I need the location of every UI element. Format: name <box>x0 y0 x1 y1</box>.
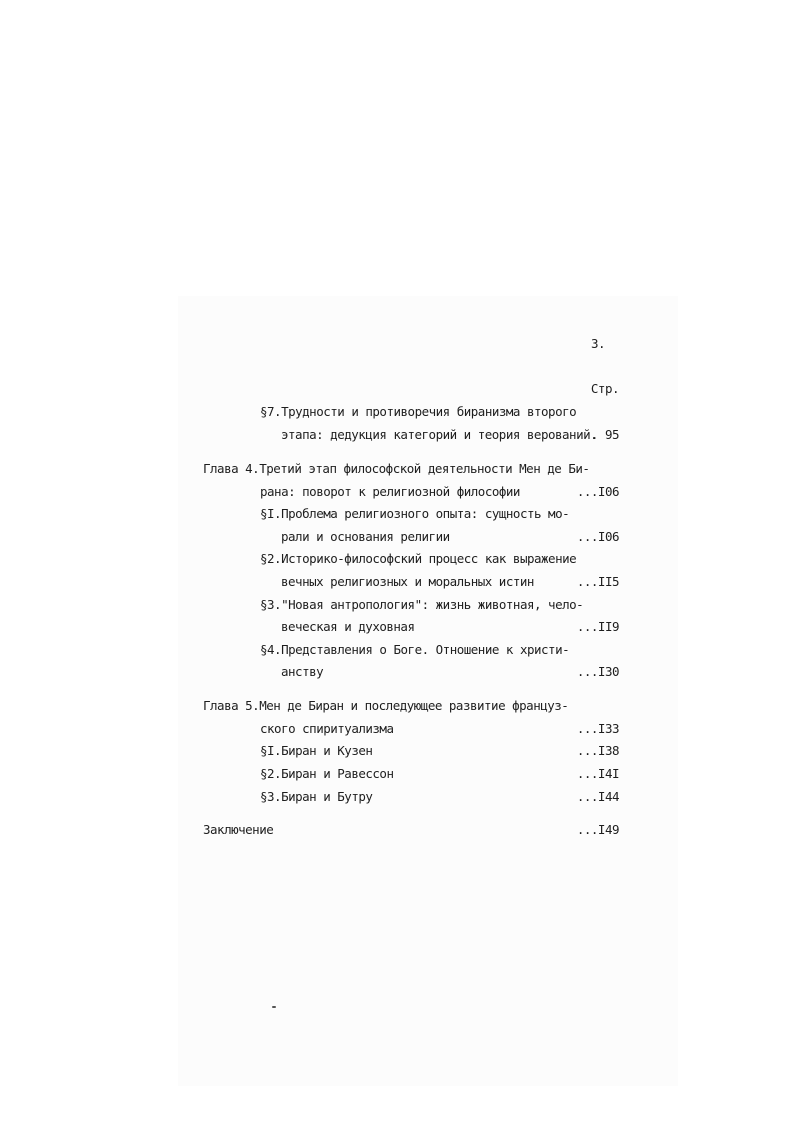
toc-chapter-line: Глава 5.Мен де Биран и последующее развитие француз- <box>203 698 569 713</box>
toc-entry-line: §3.Биран и Бутру <box>260 789 373 804</box>
toc-entry-line: §7.Трудности и противоречия биранизма второго <box>260 404 577 419</box>
toc-entry-line: этапа: дедукция категорий и теория верований. <box>281 427 598 442</box>
toc-page-ref: ...I4I <box>576 766 619 781</box>
page-column-header: Стр. <box>590 381 619 396</box>
toc-page-ref: ...I44 <box>576 789 619 804</box>
toc-entry-line: веческая и духовная <box>281 619 415 634</box>
page-number: 3. <box>590 336 605 351</box>
toc-chapter-line: рана: поворот к религиозной философии <box>260 484 520 499</box>
toc-page-ref: . 95 <box>590 427 619 442</box>
toc-chapter-line: Глава 4.Третий этап философской деятельности Мен де Би- <box>203 461 590 476</box>
toc-entry-line: вечных религиозных и моральных истин <box>281 574 534 589</box>
toc-entry-line: §3."Новая антропология": жизнь животная, чело- <box>260 597 584 612</box>
toc-chapter-line: ского спиритуализма <box>260 721 394 736</box>
toc-page-ref: ...I06 <box>576 529 619 544</box>
toc-entry-line: §2.Биран и Равессон <box>260 766 394 781</box>
toc-entry-line: §2.Историко-философский процесс как выражение <box>260 551 577 566</box>
toc-page-ref: ...I49 <box>576 822 619 837</box>
toc-entry-line: анству <box>281 664 324 679</box>
toc-page-ref: ...II5 <box>576 574 619 589</box>
toc-page-ref: ...II9 <box>576 619 619 634</box>
toc-page-ref: ...I30 <box>576 664 619 679</box>
toc-entry-line: рали и основания религии <box>281 529 450 544</box>
toc-page-ref: ...I38 <box>576 743 619 758</box>
toc-entry-line: §I.Проблема религиозного опыта: сущность мо- <box>260 506 570 521</box>
toc-entry-line: §I.Биран и Кузен <box>260 743 373 758</box>
toc-page-ref: ...I33 <box>576 721 619 736</box>
scan-artifact <box>272 1006 276 1008</box>
toc-page-ref: ...I06 <box>576 484 619 499</box>
toc-entry-line: §4.Представления о Боге. Отношение к христи- <box>260 642 570 657</box>
toc-chapter-line: Заключение <box>203 822 274 837</box>
